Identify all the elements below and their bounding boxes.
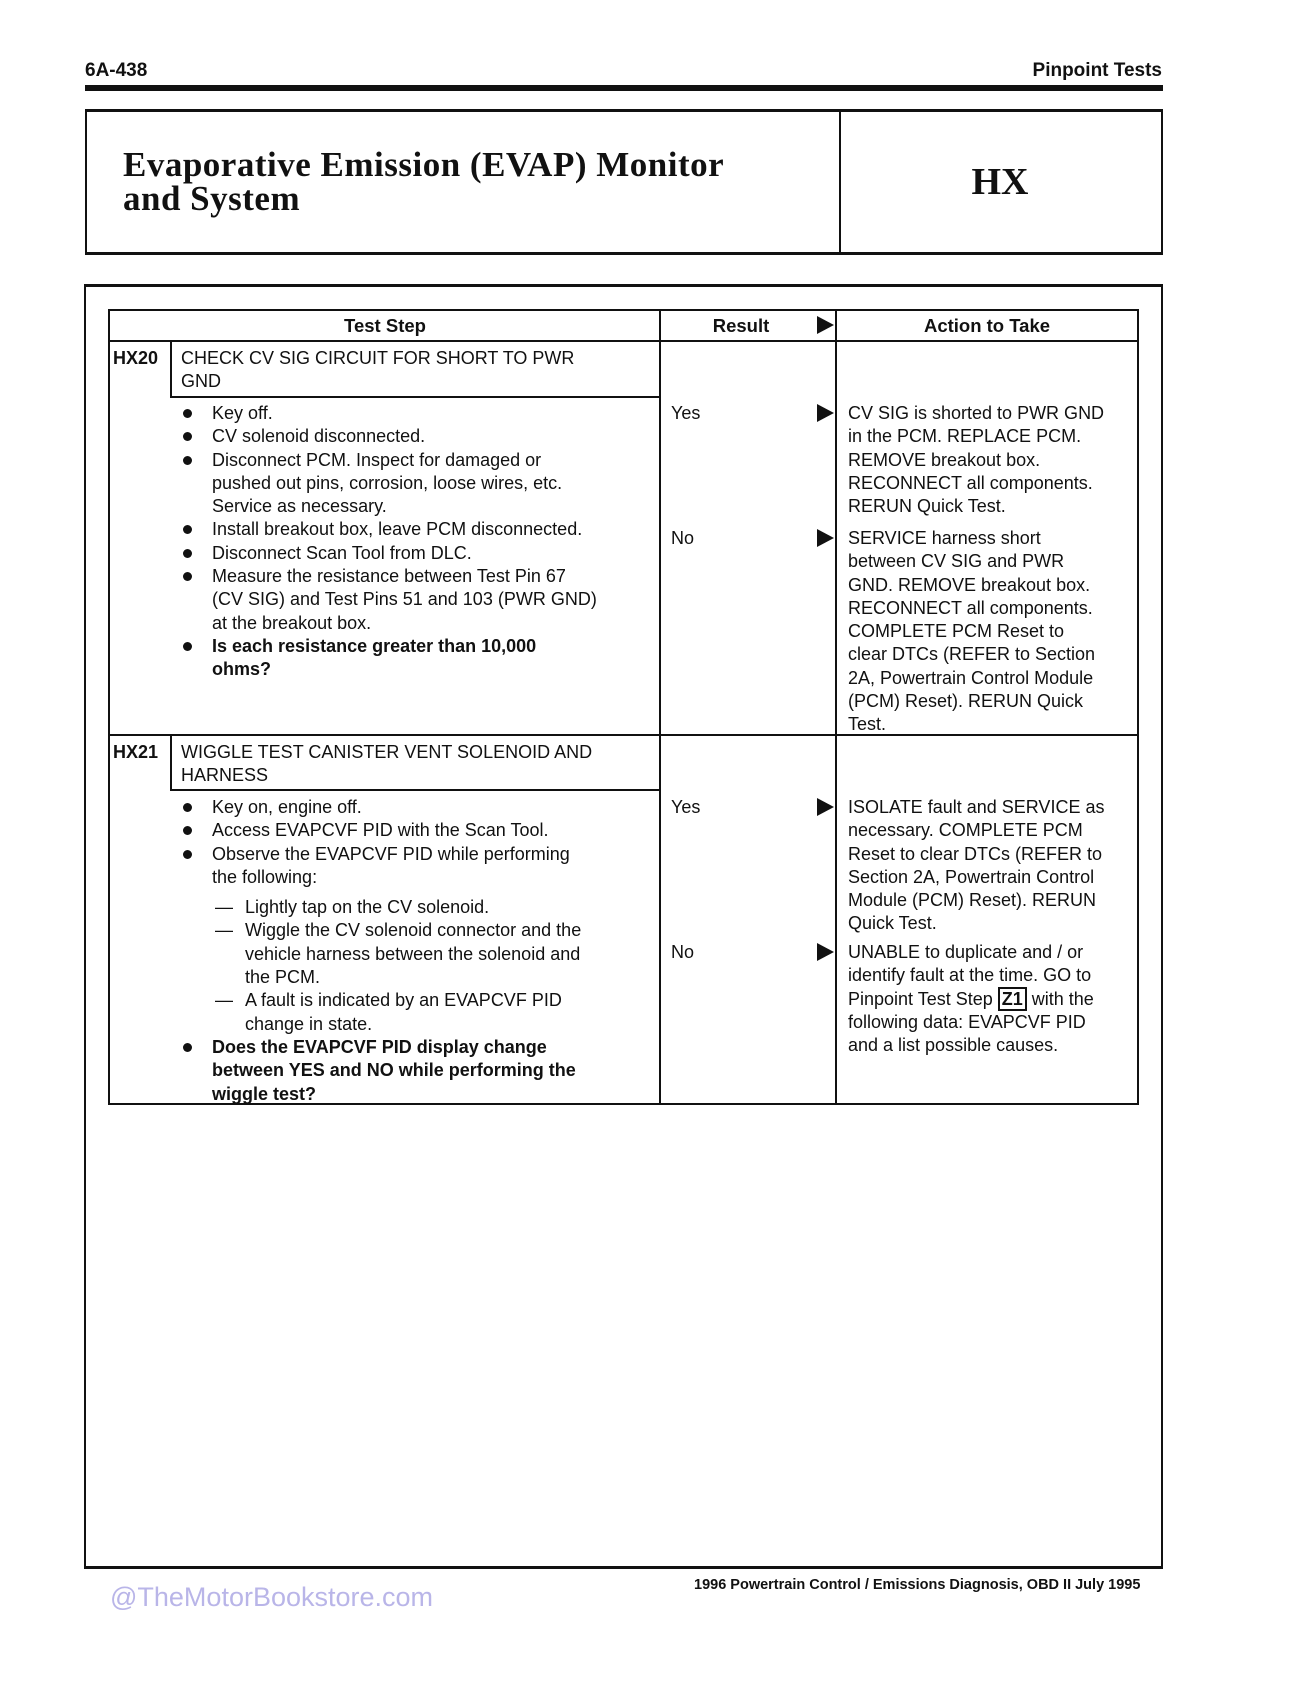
bullet-item: Key off. [181,402,651,425]
hx21-title-divider [170,789,660,791]
bullet-icon [183,572,192,581]
table-top-border [108,309,1139,311]
bullet-item: CV solenoid disconnected. [181,425,651,448]
section-name: Pinpoint Tests [1032,60,1162,81]
bullet-icon [183,850,192,859]
watermark: @TheMotorBookstore.com [110,1582,434,1612]
arrow-icon [817,798,834,816]
step-id: HX21 [113,742,159,762]
bullet-item: Access EVAPCVF PID with the Scan Tool. [181,819,651,842]
bullet-icon [183,826,192,835]
action-no: SERVICE harness short between CV SIG and PWR GND. REMOVE breakout box. RECONNECT all components. COMPLETE PCM Reset to clear DTCs (REFER to Section 2A, Powertrain Control Module (PCM) Reset). RERUN Quick Test. [848,528,1096,735]
action-column-divider [835,309,837,1105]
result-no: No [671,942,695,962]
result-yes: Yes [671,403,701,423]
dash-item: — Lightly tap on the CV solenoid. [181,896,651,919]
bullet-item: Measure the resistance between Test Pin 67 (CV SIG) and Test Pins 51 and 103 (PWR GND) at the breakout box. [181,565,651,635]
bullet-icon [183,456,192,465]
action-no: UNABLE to duplicate and / or identify fault at the time. GO to Pinpoint Test Step Z1 with the following data: EVAPCVF PID and a list possible causes. [848,942,1094,1056]
arrow-icon [817,404,834,422]
bullet-item: Is each resistance greater than 10,000 ohms? [181,635,651,682]
bullet-icon [183,803,192,812]
result-column-divider [659,309,661,1105]
arrow-icon [817,943,834,961]
bullet-icon [183,432,192,441]
hx20-bullets [181,402,651,682]
step-title: WIGGLE TEST CANISTER VENT SOLENOID AND HARNESS [181,742,593,786]
col-action: Action to Take [923,315,1051,336]
step-title: CHECK CV SIG CIRCUIT FOR SHORT TO PWR GND [181,348,575,392]
dash-icon: — [215,897,233,918]
step-reference-z1[interactable]: Z1 [998,987,1027,1011]
dash-icon: — [215,990,233,1011]
result-yes: Yes [671,797,701,817]
hx21-bullets [181,796,651,1106]
bullet-item: Disconnect PCM. Inspect for damaged or pushed out pins, corrosion, loose wires, etc. Service as necessary. [181,449,651,519]
page-number: 6A-438 [85,60,148,81]
bullet-icon [183,549,192,558]
test-code: HX [971,161,1029,203]
arrow-icon [817,316,834,334]
page-title: Evaporative Emission (EVAP) Monitor and System [123,145,725,218]
hx20-title-divider [170,396,660,398]
hx21-id-divider [170,734,172,790]
bullet-icon [183,525,192,534]
bullet-item: Does the EVAPCVF PID display change between YES and NO while performing the wiggle test? [181,1036,651,1106]
table-left-border [108,309,110,1105]
table-right-border [1137,309,1139,1105]
bullet-icon [183,1043,192,1052]
bullet-item: Install breakout box, leave PCM disconnected. [181,518,651,541]
dash-item: — A fault is indicated by an EVAPCVF PID change in state. [215,990,562,1034]
header-rule [85,85,1163,91]
col-test-step: Test Step [344,315,426,336]
result-no: No [671,528,695,548]
bullet-item: Observe the EVAPCVF PID while performing the following: [181,843,651,890]
hx20-id-divider [170,340,172,397]
step-id: HX20 [113,348,159,368]
dash-item: — Wiggle the CV solenoid connector and the vehicle harness between the solenoid and the PCM. [215,920,582,988]
title-box [85,109,1163,255]
col-result: Result [712,315,770,336]
action-yes: ISOLATE fault and SERVICE as necessary. COMPLETE PCM Reset to clear DTCs (REFER to Section 2A, Powertrain Control Module (PCM) Reset). RERUN Quick Test. [848,797,1105,934]
bullet-item: Disconnect Scan Tool from DLC. [181,542,651,565]
header-row-divider [108,340,1139,342]
dash-icon: — [215,920,233,941]
action-yes: CV SIG is shorted to PWR GND in the PCM. REPLACE PCM. REMOVE breakout box. RECONNECT all components. RERUN Quick Test. [848,403,1105,517]
bullet-icon [183,409,192,418]
publication-footer: 1996 Powertrain Control / Emissions Diagnosis, OBD II July 1995 [694,1577,1141,1593]
arrow-icon [817,529,834,547]
bullet-icon [183,642,192,651]
bullet-item: Key on, engine off. [181,796,651,819]
